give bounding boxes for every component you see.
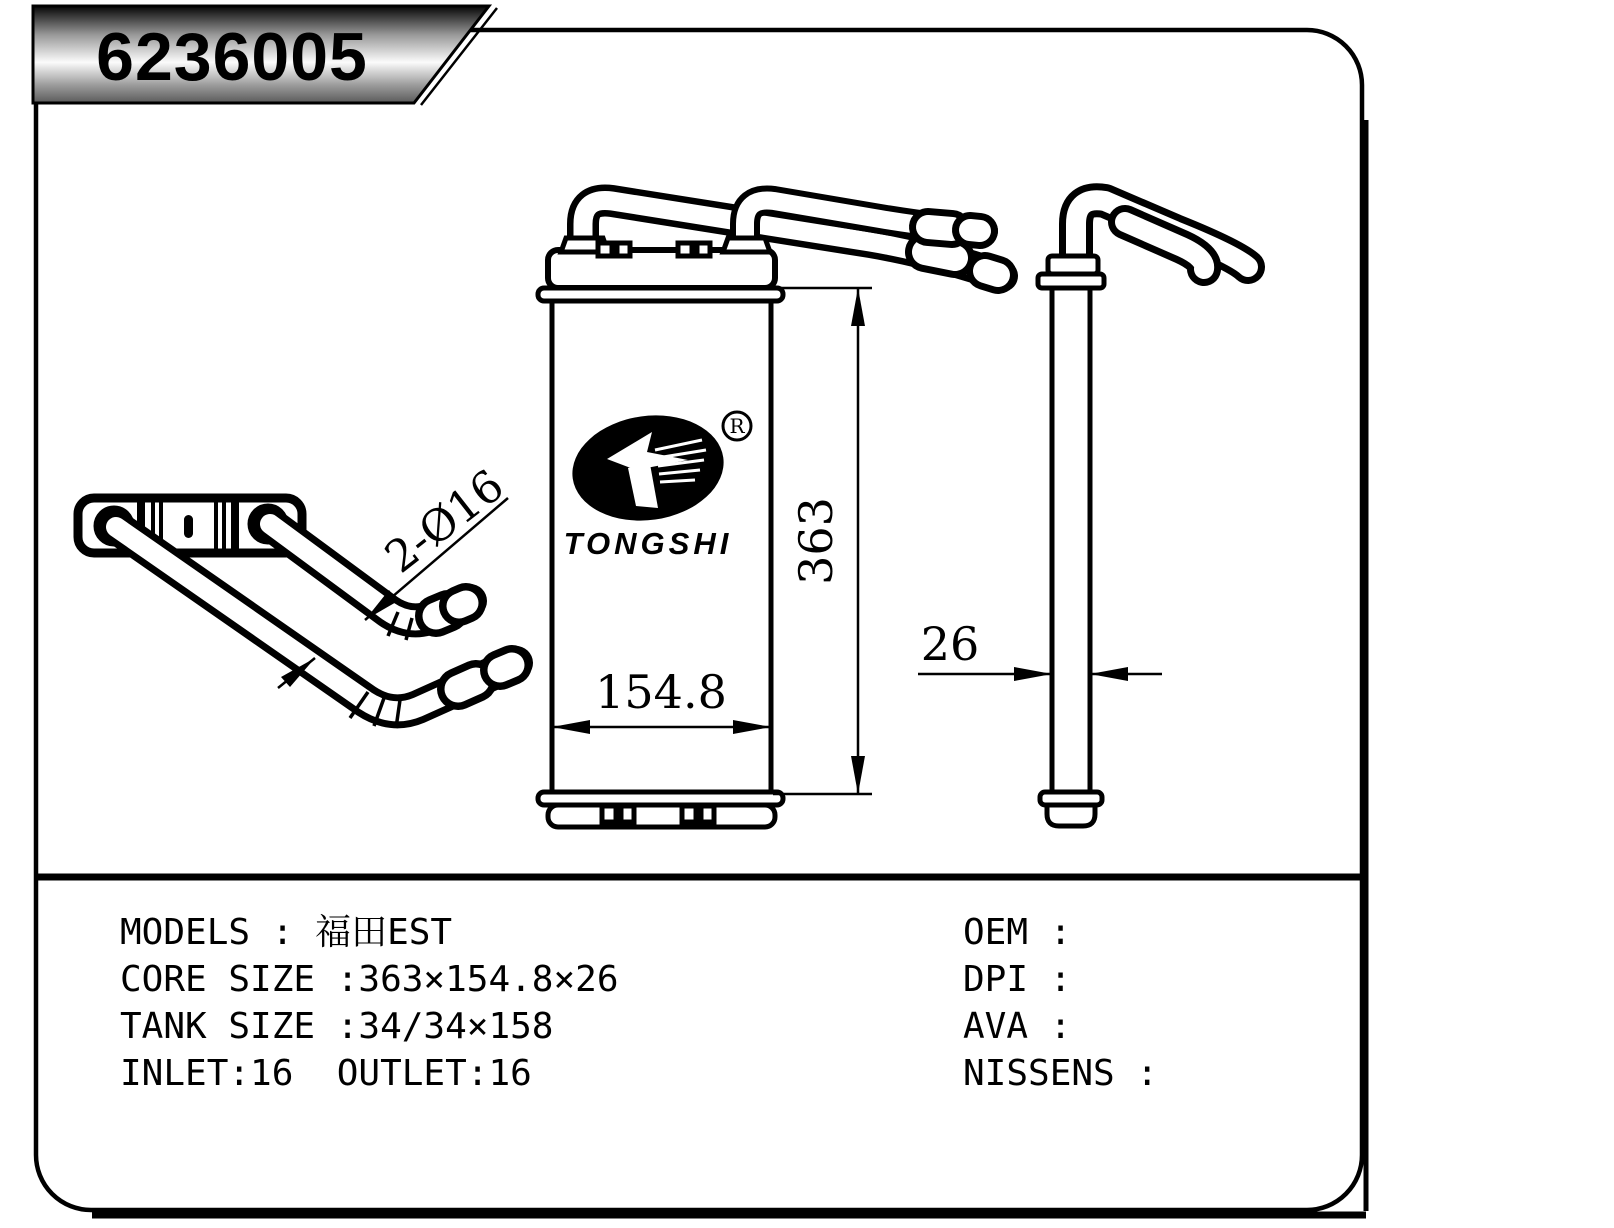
registered-trademark-letter: R (729, 414, 745, 438)
part-number: 6236005 (96, 19, 368, 95)
spec-oem: OEM : (963, 912, 1072, 953)
spec-ava: AVA : (963, 1006, 1072, 1047)
front-view-top-tank (548, 250, 775, 288)
side-view-collar-upper (1048, 256, 1098, 274)
spec-models: MODELS : 福田EST (120, 912, 453, 953)
spec-nissens: NISSENS : (963, 1053, 1159, 1094)
width-value: 154.8 (595, 665, 727, 719)
brand-name: TONGSHI (563, 526, 733, 561)
depth-value: 26 (920, 617, 980, 671)
front-view-fitting-right (723, 238, 770, 252)
side-view-body (1052, 288, 1090, 792)
spec-core-size: CORE SIZE :363×154.8×26 (120, 959, 619, 1000)
pipe-diameter-label: 2-Ø16 (375, 459, 514, 584)
spec-dpi: DPI : (963, 959, 1072, 1000)
side-view-bottom-cap (1047, 805, 1095, 826)
height-value: 363 (789, 497, 843, 585)
spec-tank-size: TANK SIZE :34/34×158 (120, 1006, 554, 1047)
front-view-bottom-tank (548, 805, 775, 827)
spec-inlet-outlet: INLET:16 OUTLET:16 (120, 1053, 532, 1094)
